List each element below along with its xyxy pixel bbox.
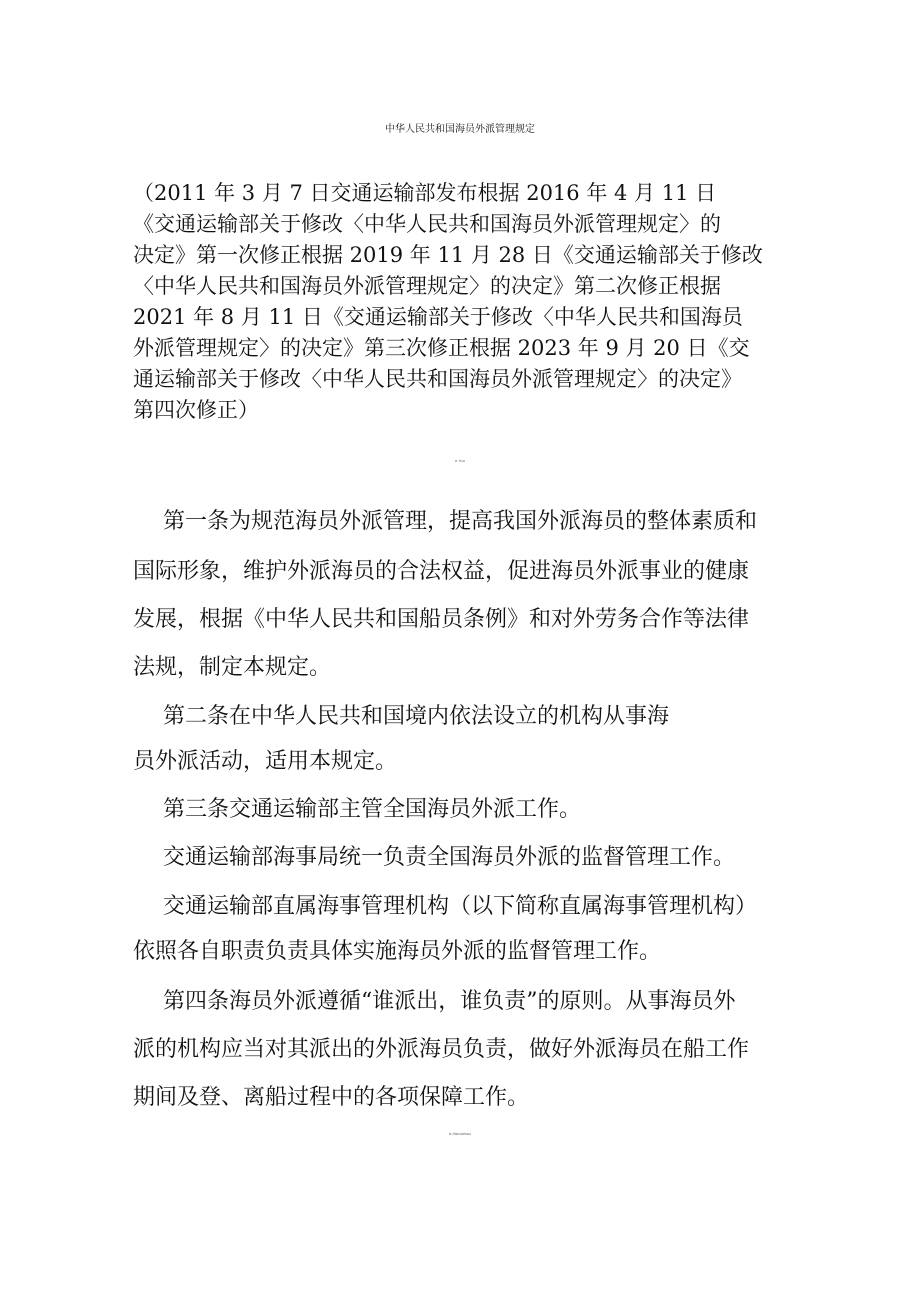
- revision-note-line: （2011 年 3 月 7 日交通运输部发布根据 2016 年 4 月 11 日: [133, 181, 717, 205]
- chapter-heading: 第二章海员外派机构资质: [448, 1134, 471, 1136]
- revision-note-line: 决定》第一次修正根据 2019 年 11 月 28 日《交通运输部关于修改: [133, 243, 763, 267]
- revision-note-line: 通运输部关于修改〈中华人民共和国海员外派管理规定〉的决定》: [133, 367, 742, 391]
- article-1-line: 国际形象，维护外派海员的合法权益，促进海员外派事业的健康: [133, 559, 750, 584]
- article-3-line: 依照各自职责负责具体实施海员外派的监督管理工作。: [133, 939, 662, 964]
- chapter-heading: 第一章总则: [454, 461, 465, 463]
- revision-note-line: 第四次修正）: [133, 398, 259, 422]
- revision-note-line: 〈中华人民共和国海员外派管理规定〉的决定》第二次修正根据: [133, 274, 721, 298]
- article-4-line: 第四条海员外派遵循“谁派出，谁负责”的原则。从事海员外: [163, 989, 736, 1014]
- revision-note-line: 《交通运输部关于修改〈中华人民共和国海员外派管理规定〉的: [133, 212, 721, 236]
- revision-note-line: 外派管理规定〉的决定》第三次修正根据 2023 年 9 月 20 日《交: [133, 336, 750, 360]
- article-3-line: 交通运输部海事局统一负责全国海员外派的监督管理工作。: [163, 845, 736, 870]
- document-title: 中华人民共和国海员外派管理规定: [385, 124, 535, 135]
- revision-note: [133, 178, 813, 426]
- revision-note-line: 2021 年 8 月 11 日《交通运输部关于修改〈中华人民共和国海员: [133, 305, 743, 329]
- article-1-line: 发展，根据《中华人民共和国船员条例》和对外劳务合作等法律: [133, 607, 750, 632]
- article-2-line: 第二条在中华人民共和国境内依法设立的机构从事海: [163, 704, 670, 729]
- article-3-line: 交通运输部直属海事管理机构（以下简称直属海事管理机构）: [163, 894, 758, 919]
- article-4-line: 期间及登、离船过程中的各项保障工作。: [133, 1085, 530, 1110]
- article-3-line: 第三条交通运输部主管全国海员外派工作。: [163, 797, 582, 822]
- article-2-line: 员外派活动，适用本规定。: [133, 749, 398, 774]
- article-1-line: 法规，制定本规定。: [133, 655, 332, 680]
- article-4-line: 派的机构应当对其派出的外派海员负责，做好外派海员在船工作: [133, 1037, 750, 1062]
- article-1-line: 第一条为规范海员外派管理，提高我国外派海员的整体素质和: [163, 509, 758, 534]
